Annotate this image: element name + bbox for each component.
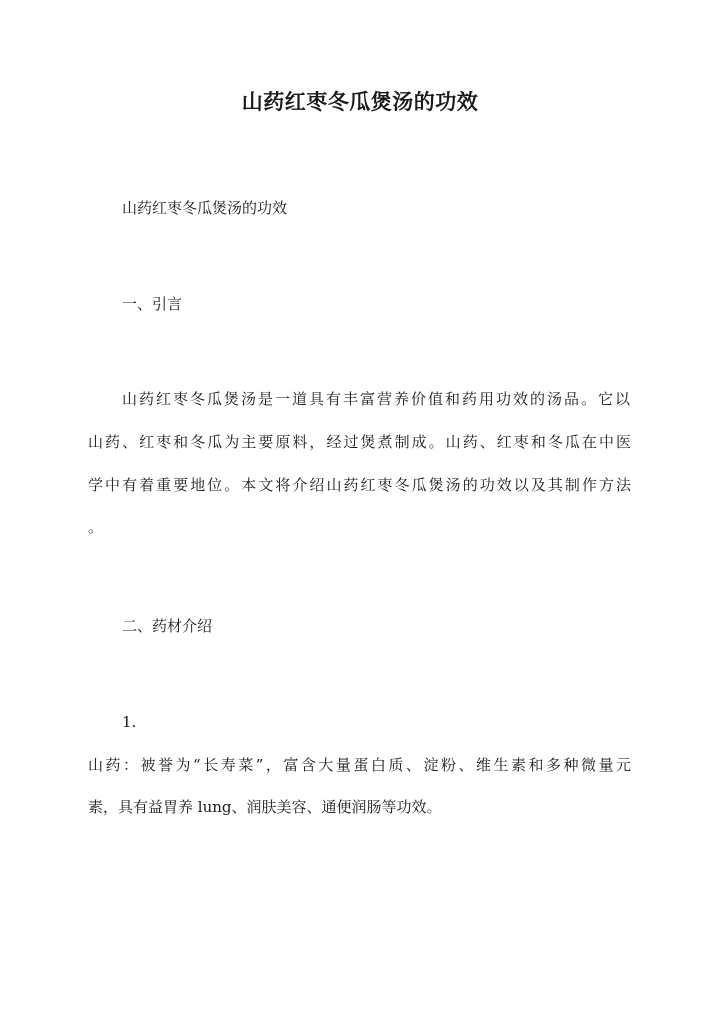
section-heading-intro: 一、引言 xyxy=(122,295,183,313)
list-item-line-1: 山药：被誉为“长寿菜”，富含大量蛋白质、淀粉、维生素和多种微量元 xyxy=(88,756,631,774)
intro-paragraph-line-4: 。 xyxy=(88,518,104,536)
intro-paragraph-line-3: 学中有着重要地位。本文将介绍山药红枣冬瓜煲汤的功效以及其制作方法 xyxy=(88,476,631,494)
list-item-number: 1. xyxy=(122,713,137,731)
intro-paragraph-line-1: 山药红枣冬瓜煲汤是一道具有丰富营养价值和药用功效的汤品。它以 xyxy=(122,390,630,408)
document-title: 山药红枣冬瓜煲汤的功效 xyxy=(241,89,479,114)
list-item-line-2: 素，具有益胃养 lung、润肤美容、通便润肠等功效。 xyxy=(88,798,442,816)
section-heading-materials: 二、药材介绍 xyxy=(122,617,213,635)
document-subtitle: 山药红枣冬瓜煲汤的功效 xyxy=(122,199,288,217)
intro-paragraph-line-2: 山药、红枣和冬瓜为主要原料，经过煲煮制成。山药、红枣和冬瓜在中医 xyxy=(88,433,631,451)
